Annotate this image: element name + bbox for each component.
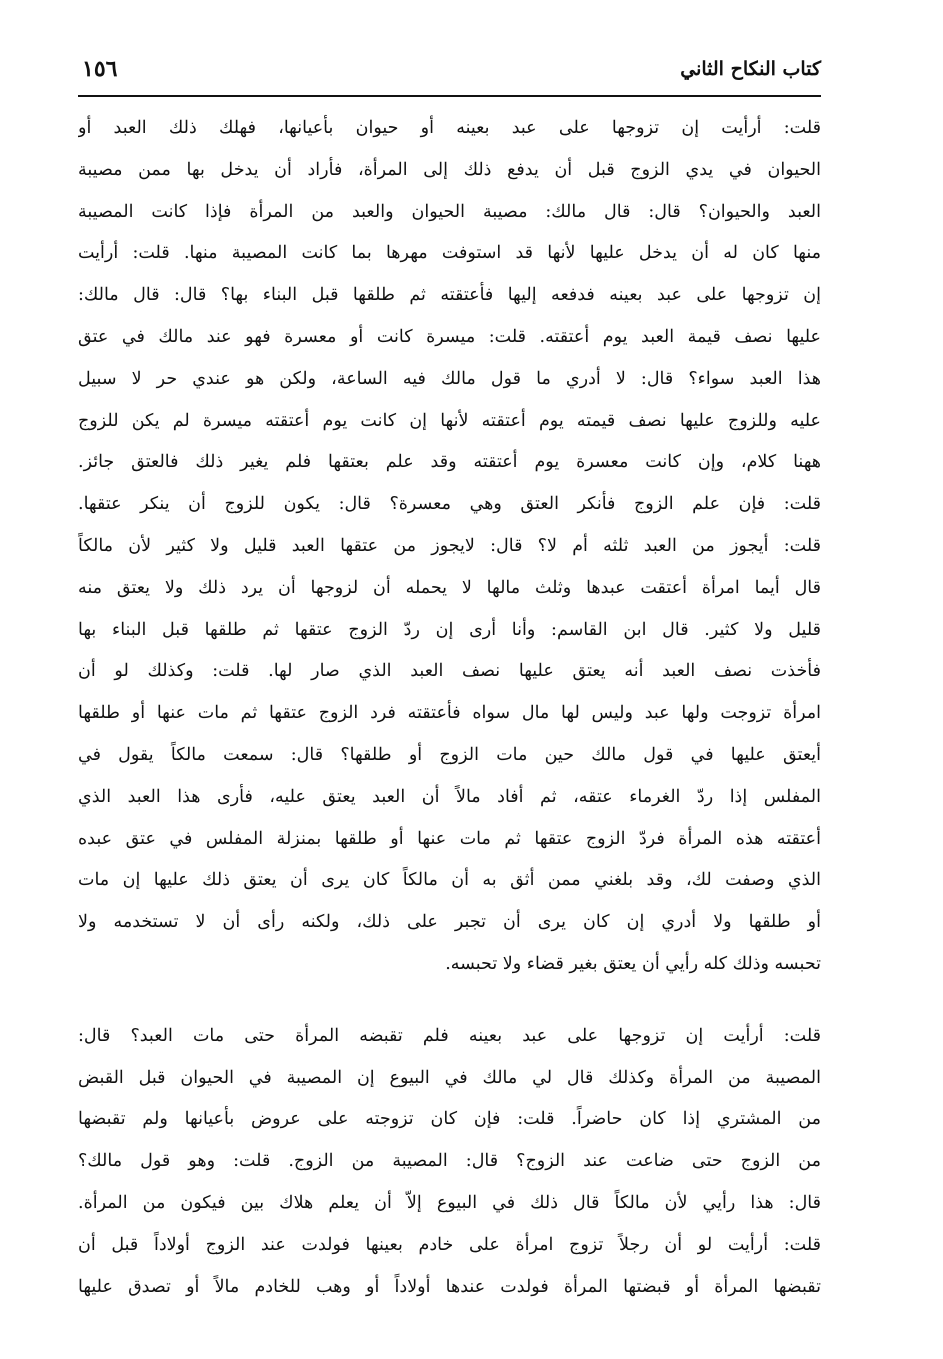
text-line: فأخذت نصف العبد أنه يعتق عليها نصف العبد الذي صار لها. قلت: وكذلك لو أن — [78, 661, 821, 682]
text-line: عليها نصف قيمة العبد يوم أعتقته. قلت: ميسرة كانت أو معسرة فهو عند مالك في عتق — [78, 326, 821, 347]
text-line: المصيبة من المرأة وكذلك قال لي مالك في البيوع إن المصيبة في الحيوان قبل القبض — [78, 1067, 821, 1088]
paragraph-2 — [78, 1016, 821, 1309]
text-line: من الزوج حتى ضاعت عند الزوج؟ قال: المصيبة من الزوج. قلت: وهو قول مالك؟ — [78, 1151, 821, 1172]
text-line: قال أيما امرأة أعتقت عبدها وثلث مالها لا يحمله أن لزوجها أن يرد ذلك ولا يعتق منه — [78, 577, 821, 598]
text-line: قلت: أيجوز من العبد ثلثه أم لا؟ قال: لايجوز من عتقها العبد قليل ولا كثير لأن مالكاً — [78, 535, 821, 556]
text-line: أعتقته هذه المرأة فردّ الزوج عتقها ثم مات عنها أو طلقها بمنزلة المفلس في عتق عبده — [78, 828, 821, 849]
text-line: منها كان له أن يدخل عليها لأنها قد استوفت مهرها بما كانت المصيبة منها. قلت: أرأيت — [78, 243, 821, 264]
text-line: من المشتري إذا كان حاضراً. قلت: فإن كان تزوجته على عروض بأعيانها ولم تقبضها — [78, 1109, 821, 1130]
page-number: ١٥٦ — [82, 56, 118, 82]
text-line: إن تزوجها على عبد بعينه فدفعه إليها فأعتقته ثم طلقها قبل البناء بها؟ قال: قال مالك: — [78, 285, 821, 306]
text-line: قلت: فإن علم الزوج فأنكر العتق وهي معسرة؟ قال: يكون للزوج أن ينكر عتقها. — [78, 494, 821, 515]
text-line: قليل ولا كثير. قال ابن القاسم: وأنا أرى إن ردّ الزوج عتقها ثم طلقها قبل البناء بها — [78, 619, 821, 640]
text-line: عليه وللزوج عليها نصف قيمته يوم أعتقته لأنها إن كانت يوم أعتقته ميسرة لم يكن للزوج — [78, 410, 821, 431]
header-divider — [78, 95, 821, 97]
text-line: قلت: أرأيت إن تزوجها على عبد بعينه فلم تقبضه المرأة حتى مات العبد؟ قال: — [78, 1025, 821, 1046]
text-line: قلت: أرأيت لو أن رجلاً تزوج امرأة على خادم بعينها فولدت عند الزوج أولاداً قبل أن — [78, 1234, 821, 1255]
text-line: قال: هذا رأيي لأن مالكاً قال ذلك في البيوع إلاّ أن يعلم هلاك بين فيكون من المرأة. — [78, 1192, 821, 1213]
running-head-title: كتاب النكاح الثاني — [680, 58, 821, 80]
text-line: الحيوان في يدي الزوج قبل أن يدفع ذلك إلى المرأة، فأراد أن يدخل بها ممن مصيبة — [78, 159, 821, 180]
text-line: أيعتق عليها في قول مالك حين مات الزوج أو طلقها؟ قال: سمعت مالكاً يقول في — [78, 744, 821, 765]
text-line: تقبضها المرأة أو قبضتها المرأة فولدت عندها أولاداً أو وهب للخادم مالاً أو تصدق عليها — [78, 1276, 821, 1297]
body-text — [78, 108, 821, 1308]
text-line: العبد والحيوان؟ قال: قال مالك: مصيبة الحيوان والعبد من المرأة فإذا كانت المصيبة — [78, 201, 821, 222]
text-line: قلت: أرأيت إن تزوجها على عبد بعينه أو حيوان بأعيانها، فهلك ذلك العبد أو — [78, 118, 821, 138]
text-line: المفلس إذا ردّ الغرماء عتقه، ثم أفاد مالاً أن العبد يعتق عليه، فأرى هذا العبد الذي — [78, 786, 821, 807]
paragraph-gap — [78, 986, 821, 1016]
text-line: الذي وصفت لك، وقد بلغني ممن أثق به أن مالكاً كان يرى أن يعتق ذلك عليها إن مات — [78, 870, 821, 891]
text-line: أو طلقها ولا أدري إن كان يرى أن تجبر على ذلك، ولكنه رأى أن لا تستخدمه ولا — [78, 912, 821, 933]
text-line: هذا العبد سواء؟ قال: لا أدري ما قول مالك فيه الساعة، ولكن هو عندي حر لا سبيل — [78, 368, 821, 389]
text-line: تحبسه وذلك كله رأيي أن يعتق بغير قضاء ولا تحبسه. — [445, 953, 821, 974]
paragraph-1 — [78, 108, 821, 986]
page-header — [78, 54, 821, 94]
text-line: امرأة تزوجت ولها عبد وليس لها مال سواه فأعتقته فرد الزوج عتقها ثم مات عنها أو طلقها — [78, 703, 821, 724]
text-line: ههنا كلام، وإن كانت معسرة يوم أعتقته وقد علم بعتقها فلم يغير ذلك فالعتق جائز. — [78, 452, 821, 473]
